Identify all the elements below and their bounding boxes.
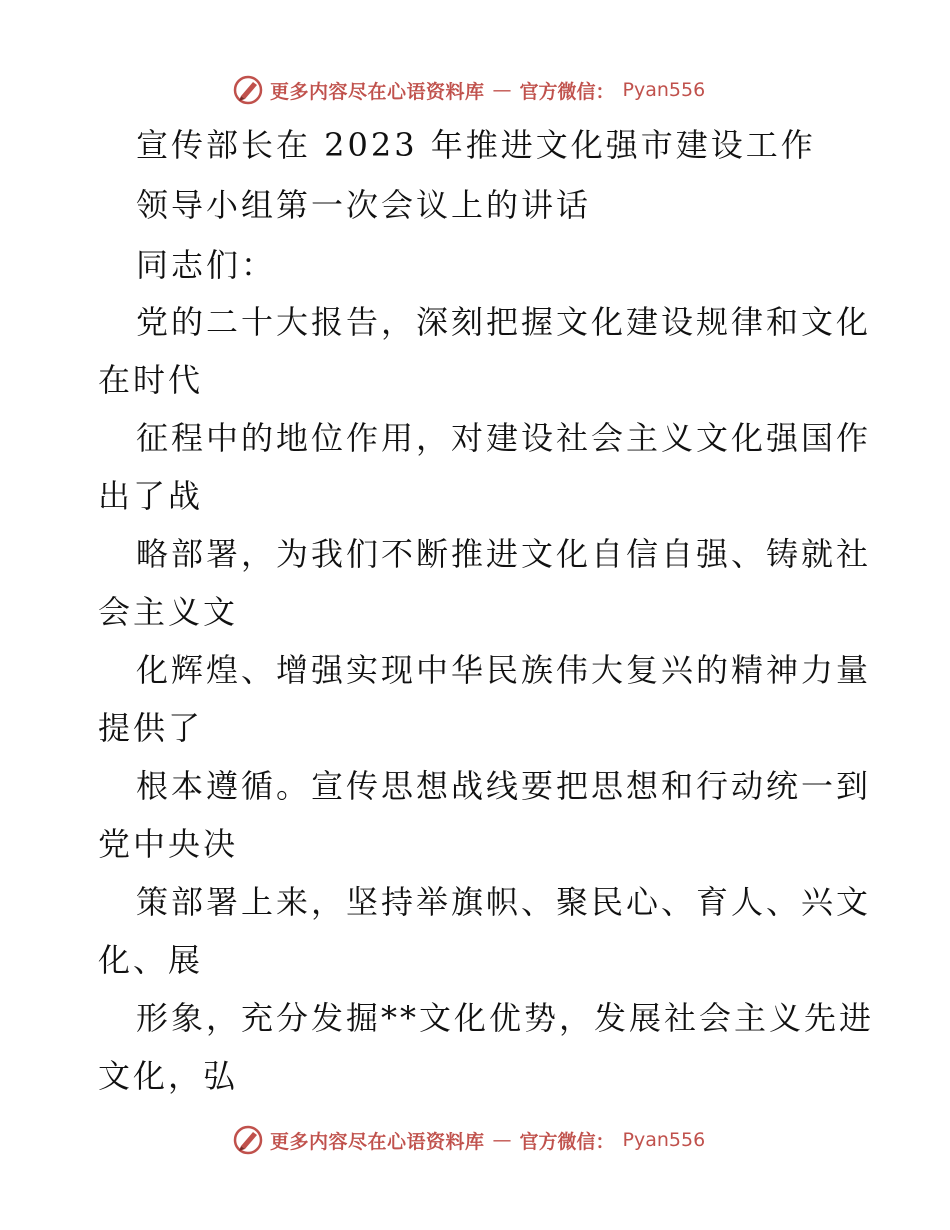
body-line: 形象，充分发掘**文化优势，发展社会主义先进 — [136, 999, 875, 1037]
footer-banner-dash: — — [492, 1129, 512, 1151]
body-line: 略部署，为我们不断推进文化自信自强、铸就社 — [136, 535, 872, 573]
body-line: 策部署上来，坚持举旗帜、聚民心、育人、兴文 — [136, 883, 872, 921]
header-wechat-id: Pyan556 — [622, 79, 706, 101]
footer-wechat-id: Pyan556 — [622, 1129, 706, 1151]
red-pen-circle-icon — [232, 1124, 264, 1156]
header-banner-dash: — — [492, 79, 512, 101]
body-line: 在时代 — [98, 361, 204, 399]
header-watermark-banner — [232, 72, 705, 108]
document-salutation: 同志们： — [136, 246, 277, 284]
body-line: 化、展 — [98, 941, 204, 979]
document-title-line-2: 领导小组第一次会议上的讲话 — [136, 186, 592, 224]
document-title-line-1: 宣传部长在 2023 年推进文化强市建设工作 — [136, 126, 816, 164]
body-line: 化辉煌、增强实现中华民族伟大复兴的精神力量 — [136, 651, 872, 689]
header-banner-text: 更多内容尽在心语资料库 — [270, 80, 485, 103]
body-line: 会主义文 — [98, 593, 239, 631]
body-line: 党的二十大报告，深刻把握文化建设规律和文化 — [136, 303, 872, 341]
red-pen-circle-icon — [232, 74, 264, 106]
footer-banner-text: 更多内容尽在心语资料库 — [270, 1130, 485, 1153]
footer-wechat-label: 官方微信： — [519, 1130, 615, 1153]
body-line: 根本遵循。宣传思想战线要把思想和行动统一到 — [136, 767, 872, 805]
body-line: 党中央决 — [98, 825, 239, 863]
body-line: 出了战 — [98, 477, 204, 515]
body-line: 文化，弘 — [98, 1057, 239, 1095]
body-line: 征程中的地位作用，对建设社会主义文化强国作 — [136, 419, 872, 457]
header-wechat-label: 官方微信： — [519, 80, 615, 103]
body-line: 提供了 — [98, 709, 204, 747]
footer-watermark-banner — [232, 1122, 705, 1158]
